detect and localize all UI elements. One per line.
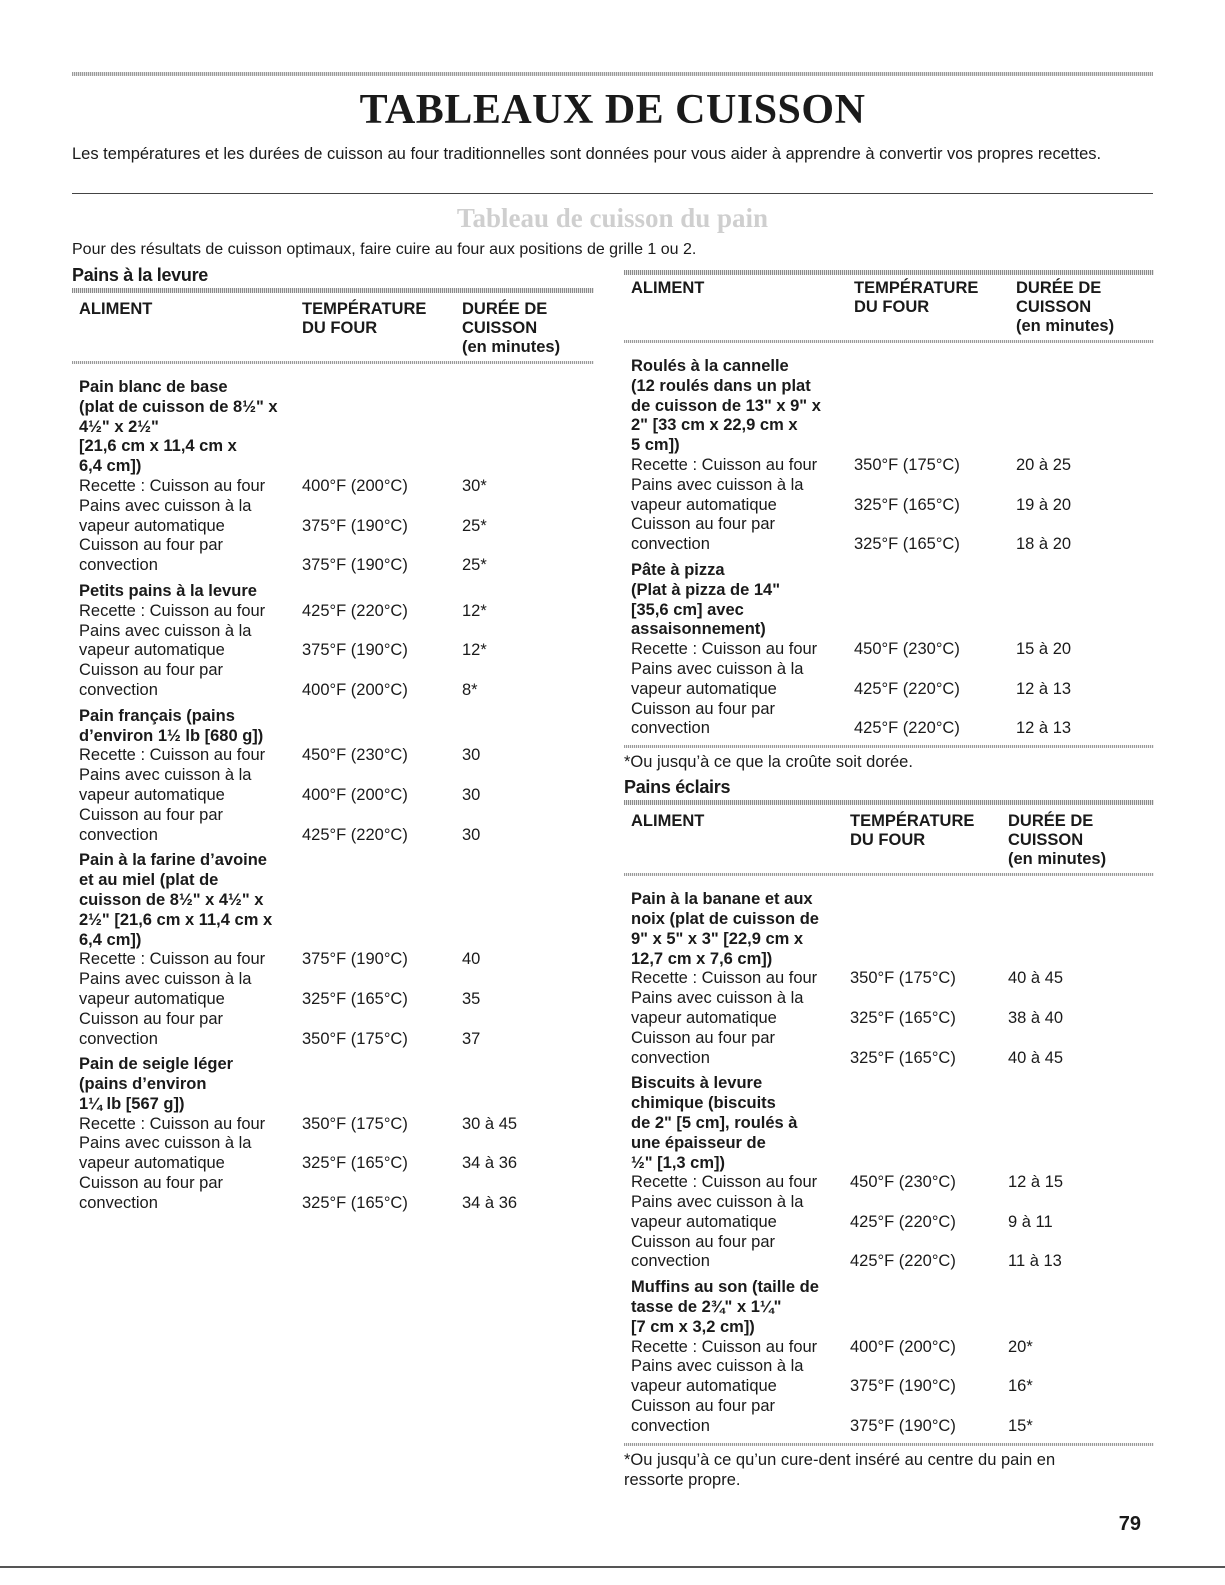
quick-breads-table — [624, 805, 1154, 1437]
table-header-row — [72, 293, 594, 361]
cooking-time: 25* — [462, 556, 487, 575]
cooking-time: 34 à 36 — [462, 1154, 518, 1173]
cooking-time: 11 à 13 — [1008, 1252, 1062, 1271]
table-header-row — [624, 275, 1154, 340]
table-row — [624, 1397, 1154, 1437]
cooking-time: 35 — [462, 989, 481, 1008]
table-row — [72, 1174, 594, 1214]
table-row — [624, 1338, 1154, 1358]
header-duration: DURÉE DE CUISSON (en minutes) — [462, 300, 561, 356]
cooking-method: Recette : Cuisson au four — [79, 476, 266, 495]
table-row — [72, 477, 594, 497]
table-row — [624, 640, 1154, 660]
cooking-method: Cuisson au four par convection — [79, 661, 223, 699]
food-name: Muffins au son (taille de tasse de 2¾" x 1¼" [7 cm x 3,2 cm]) — [631, 1278, 819, 1336]
food-group-row — [624, 555, 1154, 640]
cooking-method: Cuisson au four par convection — [631, 1028, 775, 1067]
table-row — [72, 661, 594, 701]
cooking-time: 40 à 45 — [1008, 1048, 1064, 1067]
cooking-time: 18 à 20 — [1016, 535, 1072, 554]
cooking-method: Recette : Cuisson au four — [79, 950, 266, 969]
food-group-row — [72, 576, 594, 602]
cooking-time: 12* — [462, 601, 487, 620]
oven-temperature: 325°F (165°C) — [850, 1008, 956, 1027]
cooking-time: 16* — [1008, 1377, 1033, 1396]
oven-temperature: 425°F (220°C) — [850, 1252, 956, 1271]
oven-temperature: 400°F (200°C) — [850, 1337, 956, 1356]
oven-temperature: 375°F (190°C) — [850, 1377, 956, 1396]
cooking-time: 40 — [462, 950, 481, 969]
cooking-time: 20 à 25 — [1016, 455, 1072, 474]
cooking-method: Cuisson au four par convection — [79, 1009, 223, 1048]
cooking-method: Recette : Cuisson au four — [631, 640, 818, 659]
header-duration: DURÉE DE CUISSON (en minutes) — [1008, 812, 1107, 869]
cooking-method: Pains avec cuisson à la vapeur automatique — [631, 659, 804, 698]
table-row — [72, 746, 594, 766]
oven-temperature: 425°F (220°C) — [854, 679, 960, 698]
food-group-row — [72, 845, 594, 950]
cooking-time: 38 à 40 — [1008, 1008, 1064, 1027]
cooking-time: 15 à 20 — [1016, 640, 1072, 659]
table-row — [72, 1010, 594, 1050]
header-food: ALIMENT — [79, 300, 153, 318]
cooking-time: 12 à 13 — [1016, 679, 1072, 698]
table-header-row — [624, 805, 1154, 873]
quick-footnote: *Ou jusqu’à ce qu’un cure-dent inséré au centre du pain en ressorte propre. — [624, 1450, 1056, 1489]
table-row — [72, 806, 594, 846]
oven-temperature: 325°F (165°C) — [302, 1154, 408, 1173]
cooking-time: 20* — [1008, 1337, 1033, 1356]
cooking-method: Pains avec cuisson à la vapeur automatique — [79, 970, 252, 1008]
oven-temperature: 325°F (165°C) — [854, 495, 960, 514]
cooking-method: Recette : Cuisson au four — [79, 601, 266, 620]
food-group-row — [624, 343, 1154, 456]
header-temperature: TEMPÉRATURE DU FOUR — [854, 279, 979, 316]
food-group-row — [72, 364, 594, 477]
intro-divider — [72, 193, 1153, 194]
cooking-method: Cuisson au four par convection — [631, 1232, 775, 1271]
cooking-method: Recette : Cuisson au four — [631, 969, 818, 988]
table-row — [624, 515, 1154, 555]
food-name: Pain blanc de base (plat de cuisson de 8½" x 4½" x 2½" [21,6 cm x 11,4 cm x 6,4 cm]) — [79, 378, 278, 476]
oven-temperature: 325°F (165°C) — [854, 535, 960, 554]
oven-temperature: 325°F (165°C) — [302, 989, 408, 1008]
table-bottom-rule — [624, 1443, 1154, 1446]
cooking-method: Cuisson au four par convection — [631, 699, 775, 738]
bottom-rule — [0, 1566, 1225, 1568]
table-row — [624, 660, 1154, 700]
cooking-method: Recette : Cuisson au four — [631, 1173, 818, 1192]
cooking-time: 12 à 15 — [1008, 1173, 1064, 1192]
yeast-breads-continued-body — [624, 343, 1154, 739]
section-note: Pour des résultats de cuisson optimaux, faire cuire au four aux positions de grille 1 ou 2. — [72, 241, 697, 258]
food-name: Biscuits à levure chimique (biscuits de 2" [5 cm], roulés à une épaisseur de ½" [1,3 cm]) — [631, 1074, 798, 1172]
cooking-time: 12* — [462, 641, 487, 660]
table-row — [624, 1173, 1154, 1193]
food-group-row — [72, 701, 594, 747]
cooking-method: Cuisson au four par convection — [631, 1397, 775, 1435]
table-row — [72, 950, 594, 970]
oven-temperature: 425°F (220°C) — [302, 601, 408, 620]
cooking-method: Pains avec cuisson à la vapeur automatique — [631, 1357, 804, 1396]
quick-breads-body — [624, 876, 1154, 1437]
header-food: ALIMENT — [631, 812, 705, 831]
cooking-time: 30 à 45 — [462, 1114, 518, 1133]
table-row — [624, 1357, 1154, 1397]
yeast-breads-table-continued — [624, 275, 1154, 739]
food-name: Pain à la farine d’avoine et au miel (plat de cuisson de 8½" x 4½" x 2½" [21,6 cm x 11,4 cm x 6,4 cm]) — [79, 851, 273, 949]
cooking-time: 40 à 45 — [1008, 969, 1064, 988]
table-row — [72, 1134, 594, 1174]
oven-temperature: 350°F (175°C) — [302, 1029, 408, 1048]
oven-temperature: 375°F (190°C) — [850, 1416, 956, 1435]
food-group-row — [624, 876, 1154, 969]
food-group-row — [72, 1049, 594, 1114]
oven-temperature: 350°F (175°C) — [854, 455, 960, 474]
table-row — [624, 1233, 1154, 1273]
cooking-time: 8* — [462, 680, 478, 699]
oven-temperature: 350°F (175°C) — [302, 1114, 408, 1133]
top-rule — [72, 72, 1153, 76]
cooking-time: 9 à 11 — [1008, 1212, 1053, 1231]
cooking-time: 19 à 20 — [1016, 495, 1072, 514]
oven-temperature: 425°F (220°C) — [854, 719, 960, 738]
cooking-time: 34 à 36 — [462, 1193, 518, 1212]
table-row — [72, 536, 594, 576]
header-temperature: TEMPÉRATURE DU FOUR — [850, 812, 975, 850]
table-row — [72, 766, 594, 806]
page-number: 79 — [1118, 1513, 1141, 1535]
cooking-method: Recette : Cuisson au four — [79, 1114, 266, 1133]
food-name: Pain à la banane et aux noix (plat de cuisson de 9" x 5" x 3" [22,9 cm x 12,7 cm x 7,6 cm]) — [631, 890, 819, 968]
table-row — [624, 476, 1154, 516]
oven-temperature: 400°F (200°C) — [302, 476, 408, 495]
oven-temperature: 450°F (230°C) — [302, 746, 408, 765]
header-food: ALIMENT — [631, 279, 705, 297]
cooking-method: Pains avec cuisson à la vapeur automatique — [631, 1193, 804, 1231]
quick-breads-heading: Pains éclairs — [624, 777, 731, 798]
section-title: Tableau de cuisson du pain — [456, 203, 769, 233]
left-column — [72, 264, 594, 1214]
cooking-method: Cuisson au four par convection — [79, 536, 223, 575]
cooking-method: Recette : Cuisson au four — [631, 455, 818, 474]
food-name: Roulés à la cannelle (12 roulés dans un plat de cuisson de 13" x 9" x 2" [33 cm x 22,9 cm x 5 cm]) — [631, 357, 821, 455]
oven-temperature: 425°F (220°C) — [850, 1212, 956, 1231]
cooking-method: Cuisson au four par convection — [79, 805, 223, 844]
cooking-time: 30* — [462, 476, 487, 495]
cooking-method: Cuisson au four par convection — [79, 1174, 223, 1212]
yeast-breads-body — [72, 364, 594, 1214]
page-title: TABLEAUX DE CUISSON — [359, 87, 866, 133]
cooking-method: Cuisson au four par convection — [631, 515, 775, 554]
cooking-method: Pains avec cuisson à la vapeur automatique — [631, 475, 804, 514]
table-row — [624, 989, 1154, 1029]
food-name: Pain de seigle léger (pains d’environ 1¼ lb [567 g]) — [79, 1055, 234, 1113]
header-duration: DURÉE DE CUISSON (en minutes) — [1016, 279, 1115, 335]
table-bottom-rule — [624, 745, 1154, 748]
cooking-method: Pains avec cuisson à la vapeur automatique — [79, 621, 252, 660]
cooking-time: 25* — [462, 516, 487, 535]
table-row — [72, 970, 594, 1010]
table-row — [624, 1193, 1154, 1233]
table-row — [72, 1115, 594, 1135]
oven-temperature: 400°F (200°C) — [302, 785, 408, 804]
cooking-time: 12 à 13 — [1016, 719, 1072, 738]
cooking-method: Recette : Cuisson au four — [79, 746, 266, 765]
yeast-breads-table — [72, 293, 594, 1214]
table-row — [624, 969, 1154, 989]
table-row — [624, 1029, 1154, 1069]
cooking-time: 30 — [462, 785, 481, 804]
oven-temperature: 350°F (175°C) — [850, 969, 956, 988]
oven-temperature: 375°F (190°C) — [302, 516, 408, 535]
food-name: Petits pains à la levure — [79, 581, 257, 600]
header-temperature: TEMPÉRATURE DU FOUR — [302, 300, 427, 337]
cooking-time: 30 — [462, 825, 481, 844]
cooking-method: Pains avec cuisson à la vapeur automatique — [79, 496, 252, 535]
food-name: Pain français (pains d’environ 1½ lb [680 g]) — [79, 706, 264, 745]
yeast-footnote: *Ou jusqu’à ce que la croûte soit dorée. — [624, 753, 913, 772]
oven-temperature: 325°F (165°C) — [850, 1048, 956, 1067]
food-group-row — [624, 1272, 1154, 1337]
cooking-time: 15* — [1008, 1416, 1033, 1435]
cooking-time: 37 — [462, 1029, 481, 1048]
intro-text: Les températures et les durées de cuisson au four traditionnelles sont données pour vous aider à apprendre à convertir vos propres recettes. — [72, 145, 1102, 163]
oven-temperature: 375°F (190°C) — [302, 950, 408, 969]
oven-temperature: 375°F (190°C) — [302, 556, 408, 575]
table-row — [624, 456, 1154, 476]
food-name: Pâte à pizza (Plat à pizza de 14" [35,6 cm] avec assaisonnement) — [631, 560, 781, 639]
oven-temperature: 400°F (200°C) — [302, 680, 408, 699]
cooking-time: 30 — [462, 746, 481, 765]
table-row — [72, 602, 594, 622]
oven-temperature: 375°F (190°C) — [302, 641, 408, 660]
oven-temperature: 450°F (230°C) — [854, 640, 960, 659]
oven-temperature: 450°F (230°C) — [850, 1173, 956, 1192]
cooking-method: Pains avec cuisson à la vapeur automatique — [79, 766, 252, 804]
cooking-method: Pains avec cuisson à la vapeur automatique — [79, 1134, 252, 1173]
oven-temperature: 425°F (220°C) — [302, 825, 408, 844]
yeast-breads-heading: Pains à la levure — [72, 265, 208, 285]
right-column — [624, 270, 1154, 1490]
cooking-method: Pains avec cuisson à la vapeur automatique — [631, 989, 804, 1027]
table-row — [72, 497, 594, 537]
food-group-row — [624, 1068, 1154, 1173]
table-row — [624, 700, 1154, 740]
table-row — [72, 622, 594, 662]
oven-temperature: 325°F (165°C) — [302, 1193, 408, 1212]
cooking-method: Recette : Cuisson au four — [631, 1337, 818, 1356]
